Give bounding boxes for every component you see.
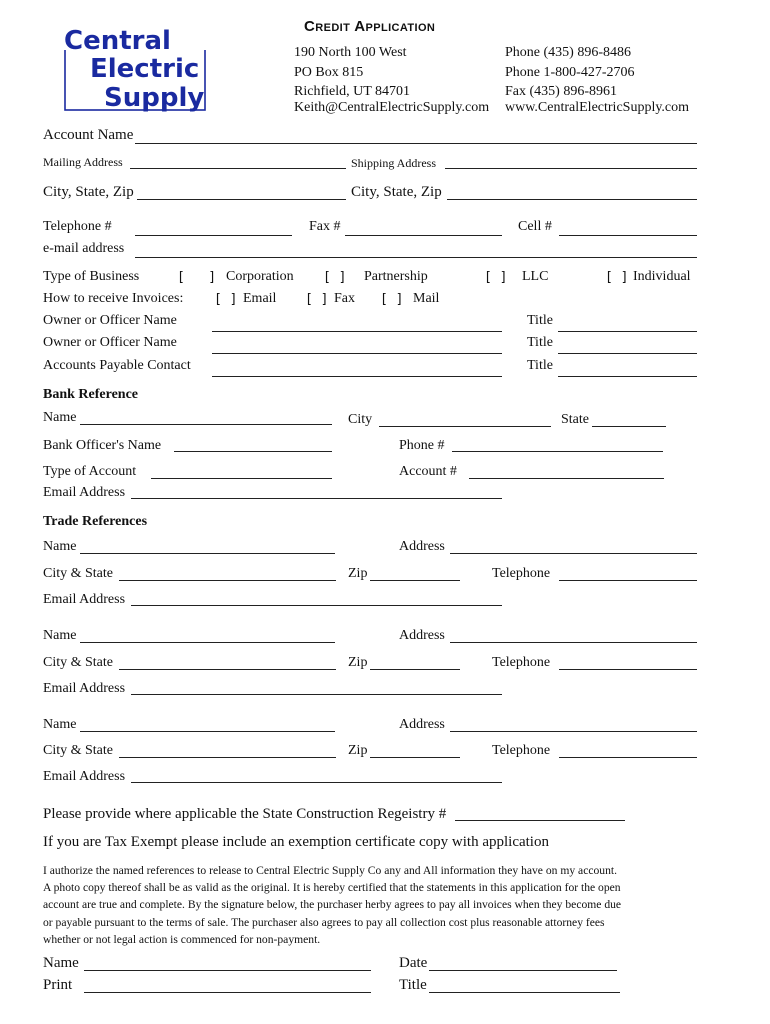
trade-ref-2-address-label: Address [399,628,445,643]
trade-ref-1-email-field[interactable] [131,605,502,606]
trade-ref-1-name-label: Name [43,539,77,554]
trade-ref-3-telephone-field[interactable] [559,757,697,758]
trade-ref-3-telephone-label: Telephone [492,743,551,758]
llc-label: LLC [522,269,549,284]
partnership-label: Partnership [364,269,428,284]
type-of-business-label: Type of Business [43,269,140,284]
bank-city-label: City [348,412,373,427]
bank-name-label: Name [43,410,77,425]
corporation-checkbox[interactable]: [ ] [177,270,217,285]
invoice-fax-label: Fax [334,291,355,306]
ap-contact-title-field[interactable] [558,376,697,377]
company-phone-tollfree: Phone 1-800-427-2706 [505,65,635,80]
corporation-label: Corporation [226,269,294,284]
trade-ref-3-address-field[interactable] [450,731,697,732]
trade-ref-1-city-label: City & State [43,566,113,581]
bank-officer-field[interactable] [174,451,332,452]
bank-email-field[interactable] [131,498,502,499]
email-label: e-mail address [43,241,125,256]
company-email: Keith@CentralElectricSupply.com [294,100,490,115]
authorization-paragraph: I authorize the named references to release to Central Electric Supply Co any and All information they have on my account. A photo copy thereof shall be as valid as the original. It is hereby certified that the statements in this application for the open account are true and complete. By the signature below, the purchaser herby agrees to pay all invoices when they become due or payable pursuant to the terms of sale. The purchaser also agrees to pay all collection cost plus reasonable attorney fees whether or not legal action is commenced for non-payment. [43,864,622,946]
trade-ref-3-zip-label: Zip [348,743,368,758]
invoice-fax-checkbox[interactable]: [ ] [305,292,329,307]
city-state-zip-field[interactable] [137,199,346,200]
telephone-field[interactable] [135,235,292,236]
shipping-city-state-zip-field[interactable] [447,199,697,200]
cell-field[interactable] [559,235,697,236]
owner-officer-2-field[interactable] [212,353,502,354]
signature-print-label: Print [43,977,73,993]
individual-label: Individual [633,269,691,284]
trade-ref-1-address-label: Address [399,539,445,554]
trade-ref-1-name-field[interactable] [80,553,335,554]
address-line-2: PO Box 815 [294,65,364,80]
trade-ref-2-zip-label: Zip [348,655,368,670]
trade-ref-3-name-label: Name [43,717,77,732]
account-name-label: Account Name [43,127,134,143]
trade-ref-3-email-field[interactable] [131,782,502,783]
invoice-email-label: Email [243,291,277,306]
owner-officer-1-field[interactable] [212,331,502,332]
fax-field[interactable] [345,235,502,236]
shipping-city-state-zip-label: City, State, Zip [351,184,442,200]
company-fax: Fax (435) 896-8961 [505,84,617,99]
trade-references-heading: Trade References [43,514,148,529]
company-logo [62,28,210,112]
shipping-address-label: Shipping Address [351,156,437,170]
bank-reference-heading: Bank Reference [43,387,138,402]
trade-ref-2-email-label: Email Address [43,681,126,696]
owner-officer-1-label: Owner or Officer Name [43,313,177,328]
trade-ref-3-address-label: Address [399,717,445,732]
signature-date-field[interactable] [429,970,617,971]
ap-contact-label: Accounts Payable Contact [43,358,191,373]
ap-contact-field[interactable] [212,376,502,377]
individual-checkbox[interactable]: [ ] [605,270,629,285]
trade-ref-2-name-field[interactable] [80,642,335,643]
cell-label: Cell # [518,219,552,234]
owner-officer-1-title-field[interactable] [558,331,697,332]
company-phone: Phone (435) 896-8486 [505,45,631,60]
trade-ref-2-email-field[interactable] [131,694,502,695]
svg-text:Central: Central [64,28,171,56]
account-type-field[interactable] [151,478,332,479]
tax-exempt-note: If you are Tax Exempt please include an exemption certificate copy with application [43,834,549,850]
trade-ref-1-address-field[interactable] [450,553,697,554]
trade-ref-3-city-label: City & State [43,743,113,758]
trade-ref-2-city-label: City & State [43,655,113,670]
fax-label: Fax # [309,219,341,234]
bank-phone-label: Phone # [399,438,445,453]
trade-ref-2-name-label: Name [43,628,77,643]
account-name-field[interactable] [135,143,697,144]
trade-ref-1-zip-field[interactable] [370,580,460,581]
bank-officer-label: Bank Officer's Name [43,438,162,453]
trade-ref-2-address-field[interactable] [450,642,697,643]
signature-name-field[interactable] [84,970,371,971]
trade-ref-2-city-field[interactable] [119,669,336,670]
signature-print-field[interactable] [84,992,371,993]
address-line-1: 190 North 100 West [294,45,407,60]
trade-ref-1-telephone-label: Telephone [492,566,551,581]
bank-state-field[interactable] [592,426,666,427]
email-field[interactable] [135,257,697,258]
bank-phone-field[interactable] [452,451,663,452]
trade-ref-1-city-field[interactable] [119,580,336,581]
ap-contact-title-label: Title [527,358,553,373]
bank-state-label: State [561,412,589,427]
svg-text:Supply: Supply [104,83,205,112]
account-number-field[interactable] [469,478,664,479]
city-state-zip-label: City, State, Zip [43,184,134,200]
owner-officer-2-title-label: Title [527,335,553,350]
bank-email-label: Email Address [43,485,126,500]
trade-ref-3-city-field[interactable] [119,757,336,758]
owner-officer-1-title-label: Title [527,313,553,328]
trade-ref-1-telephone-field[interactable] [559,580,697,581]
mailing-address-label: Mailing Address [43,155,123,169]
invoice-mail-label: Mail [413,291,440,306]
registry-field[interactable] [455,820,625,821]
company-website: www.CentralElectricSupply.com [505,100,690,115]
trade-ref-3-name-field[interactable] [80,731,335,732]
trade-ref-1-email-label: Email Address [43,592,126,607]
llc-checkbox[interactable]: [ ] [484,270,508,285]
invoice-mail-checkbox[interactable]: [ ] [380,292,404,307]
signature-name-label: Name [43,955,79,971]
trade-ref-2-zip-field[interactable] [370,669,460,670]
trade-ref-3-zip-field[interactable] [370,757,460,758]
signature-title-label: Title [399,977,427,993]
partnership-checkbox[interactable]: [ ] [323,270,347,285]
account-number-label: Account # [399,464,457,479]
bank-name-field[interactable] [80,424,332,425]
trade-ref-3-email-label: Email Address [43,769,126,784]
svg-text:Electric: Electric [90,54,200,84]
form-title: Credit Application [304,18,436,35]
invoice-email-checkbox[interactable]: [ ] [214,292,238,307]
registry-label: Please provide where applicable the State Construction Regeistry # [43,806,447,822]
owner-officer-2-title-field[interactable] [558,353,697,354]
signature-date-label: Date [399,955,428,971]
signature-title-field[interactable] [429,992,620,993]
shipping-address-field[interactable] [445,168,697,169]
telephone-label: Telephone # [43,219,112,234]
trade-ref-2-telephone-field[interactable] [559,669,697,670]
address-line-3: Richfield, UT 84701 [294,84,411,99]
owner-officer-2-label: Owner or Officer Name [43,335,177,350]
account-type-label: Type of Account [43,464,137,479]
bank-city-field[interactable] [379,426,551,427]
receive-invoices-label: How to receive Invoices: [43,291,184,306]
mailing-address-field[interactable] [130,168,346,169]
trade-ref-2-telephone-label: Telephone [492,655,551,670]
trade-ref-1-zip-label: Zip [348,566,368,581]
